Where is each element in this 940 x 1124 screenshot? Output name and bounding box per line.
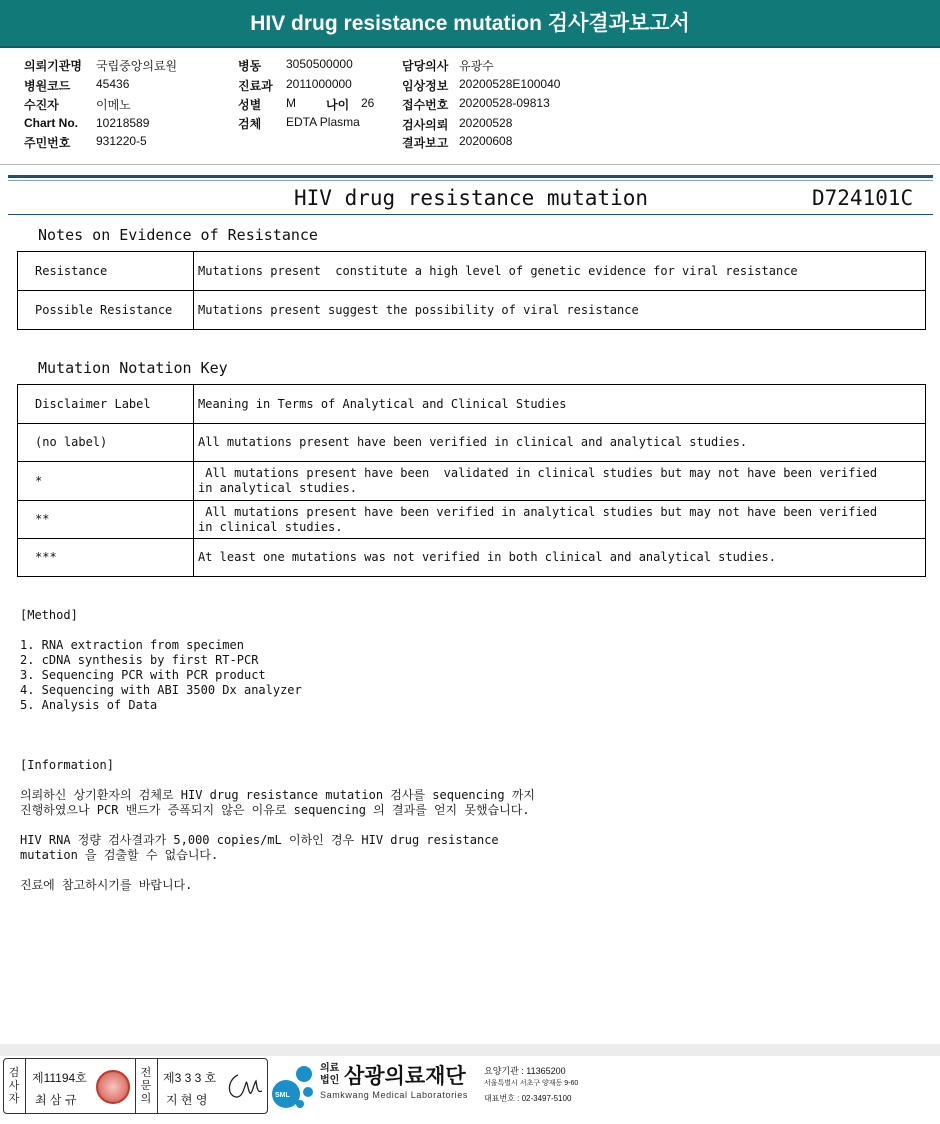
clinical-value: 20200528E100040 — [459, 77, 561, 91]
table-row — [18, 252, 926, 291]
inspector-label-char: 자 — [8, 1092, 20, 1105]
logo-badge-text: SML — [275, 1092, 290, 1099]
footer-band — [0, 1044, 940, 1056]
inspector-name: 최 삼 규 — [35, 1093, 77, 1107]
key-meaning-cell: All mutations present have been verified in analytical studies but may not have been verified in clinical studies. — [194, 501, 926, 539]
notes-meaning-cell: Mutations present suggest the possibility of viral resistance — [194, 291, 926, 330]
care-number: 요양기관 : 11365200 — [484, 1066, 566, 1076]
banner-title: HIV drug resistance mutation 검사결과보고서 — [250, 12, 690, 35]
receipt-label: 접수번호 — [402, 98, 449, 112]
age-label: 나이 — [326, 98, 350, 112]
request-date-value: 20200528 — [459, 116, 513, 130]
doctor-value: 유광수 — [459, 59, 494, 73]
report-code: D724101C — [812, 186, 914, 210]
request-date-label: 검사의뢰 — [402, 118, 449, 132]
hospital-code-label: 병원코드 — [24, 79, 71, 93]
specialist-label-char: 문 — [140, 1079, 152, 1092]
key-header-label: Disclaimer Label — [18, 385, 194, 424]
sex-value: M — [286, 96, 296, 110]
key-label-cell: ** — [18, 501, 194, 539]
patient-info — [0, 0, 940, 160]
org-english-name: Samkwang Medical Laboratories — [320, 1090, 468, 1100]
method-step: 5. Analysis of Data — [20, 698, 158, 712]
id-no-label: 주민번호 — [24, 136, 71, 150]
method-step: 2. cDNA synthesis by first RT-PCR — [20, 653, 259, 667]
clinical-label: 임상정보 — [402, 79, 449, 93]
org-type-line-2: 법인 — [320, 1075, 340, 1086]
notes-section-title: Notes on Evidence of Resistance — [38, 226, 318, 244]
inspector-label-char: 검 — [8, 1066, 20, 1079]
notes-meaning-cell: Mutations present constitute a high level of genetic evidence for viral resistance — [194, 252, 926, 291]
key-label-cell: *** — [18, 539, 194, 577]
key-section-title: Mutation Notation Key — [38, 359, 228, 377]
information-paragraph: 진료에 참고하시기를 바랍니다. — [20, 878, 193, 892]
table-row — [18, 291, 926, 330]
specialist-label-char: 전 — [140, 1066, 152, 1079]
age-value: 26 — [361, 96, 375, 110]
result-date-label: 결과보고 — [402, 136, 449, 150]
doctor-label: 담당의사 — [402, 59, 449, 73]
sex-label: 성별 — [238, 98, 262, 112]
seal-stamp-icon — [96, 1070, 130, 1104]
table-header-row — [18, 385, 926, 424]
sml-logo-icon — [270, 1060, 318, 1112]
divider — [8, 180, 933, 181]
org-phone: 대표번호 : 02-3497-5100 — [484, 1094, 572, 1103]
table-row — [18, 462, 926, 501]
result-date-value: 20200608 — [459, 134, 513, 148]
institution-value: 국립중앙의료원 — [96, 59, 178, 73]
method-step: 3. Sequencing PCR with PCR product — [20, 668, 266, 682]
dept-value: 2011000000 — [286, 77, 352, 91]
specialist-vertical-label — [136, 1059, 156, 1113]
key-header-meaning: Meaning in Terms of Analytical and Clinical Studies — [194, 385, 926, 424]
dept-label: 진료과 — [238, 79, 273, 93]
specimen-label: 검체 — [238, 117, 262, 131]
method-step: 4. Sequencing with ABI 3500 Dx analyzer — [20, 683, 302, 697]
hospital-code-value: 45436 — [96, 77, 130, 91]
inspector-label-char: 사 — [8, 1079, 20, 1092]
key-meaning-cell: All mutations present have been verified in clinical and analytical studies. — [194, 424, 926, 462]
report-title: HIV drug resistance mutation — [294, 186, 649, 210]
divider — [25, 1059, 26, 1113]
chart-no-value: 10218589 — [96, 116, 150, 130]
method-title: [Method] — [20, 608, 78, 622]
org-address: 서울특별시 서초구 양재동 9-60 — [484, 1080, 579, 1087]
signature-icon — [224, 1069, 264, 1105]
notes-label-cell: Possible Resistance — [18, 291, 194, 330]
key-meaning-cell: All mutations present have been validated in clinical studies but may not have been verified in analytical studies. — [194, 462, 926, 501]
key-label-cell: (no label) — [18, 424, 194, 462]
table-row — [18, 501, 926, 539]
id-no-value: 931220-5 — [96, 134, 147, 148]
inspector-vertical-label — [4, 1059, 24, 1113]
institution-label: 의뢰기관명 — [24, 59, 82, 73]
divider — [157, 1059, 158, 1113]
patient-name-value: 이메노 — [96, 98, 131, 112]
information-title: [Information] — [20, 758, 114, 772]
key-table — [17, 384, 926, 577]
divider — [0, 164, 940, 165]
ward-value: 3050500000 — [286, 57, 353, 71]
key-label-cell: * — [18, 462, 194, 501]
org-type-line-1: 의료 — [320, 1063, 340, 1074]
method-step: 1. RNA extraction from specimen — [20, 638, 244, 652]
receipt-value: 20200528-09813 — [459, 96, 550, 110]
specialist-number: 제3 3 3 호 — [163, 1071, 217, 1085]
specialist-label-char: 의 — [140, 1092, 152, 1105]
specimen-value: EDTA Plasma — [286, 115, 360, 129]
inspector-number: 제11194호 — [32, 1071, 87, 1085]
information-paragraph: HIV RNA 정량 검사결과가 5,000 copies/mL 이하인 경우 HIV drug resistance mutation 을 검출할 수 없습니다. — [20, 833, 499, 862]
notes-label-cell: Resistance — [18, 252, 194, 291]
notes-table — [17, 251, 926, 330]
divider — [8, 214, 933, 215]
key-meaning-cell: At least one mutations was not verified in both clinical and analytical studies. — [194, 539, 926, 577]
table-row — [18, 539, 926, 577]
specialist-name: 지 현 영 — [166, 1093, 208, 1107]
signature-box — [3, 1058, 268, 1114]
patient-label: 수진자 — [24, 98, 59, 112]
table-row — [18, 424, 926, 462]
information-paragraph: 의뢰하신 상기환자의 검체로 HIV drug resistance mutation 검사를 sequencing 까지 진행하였으나 PCR 밴드가 증폭되지 않은 이유로 sequencing 의 결과를 얻지 못했습니다. — [20, 788, 535, 817]
chart-no-label: Chart No. — [24, 116, 78, 130]
org-name: 삼광의료재단 — [344, 1065, 466, 1088]
divider — [8, 175, 933, 178]
ward-label: 병동 — [238, 59, 262, 73]
